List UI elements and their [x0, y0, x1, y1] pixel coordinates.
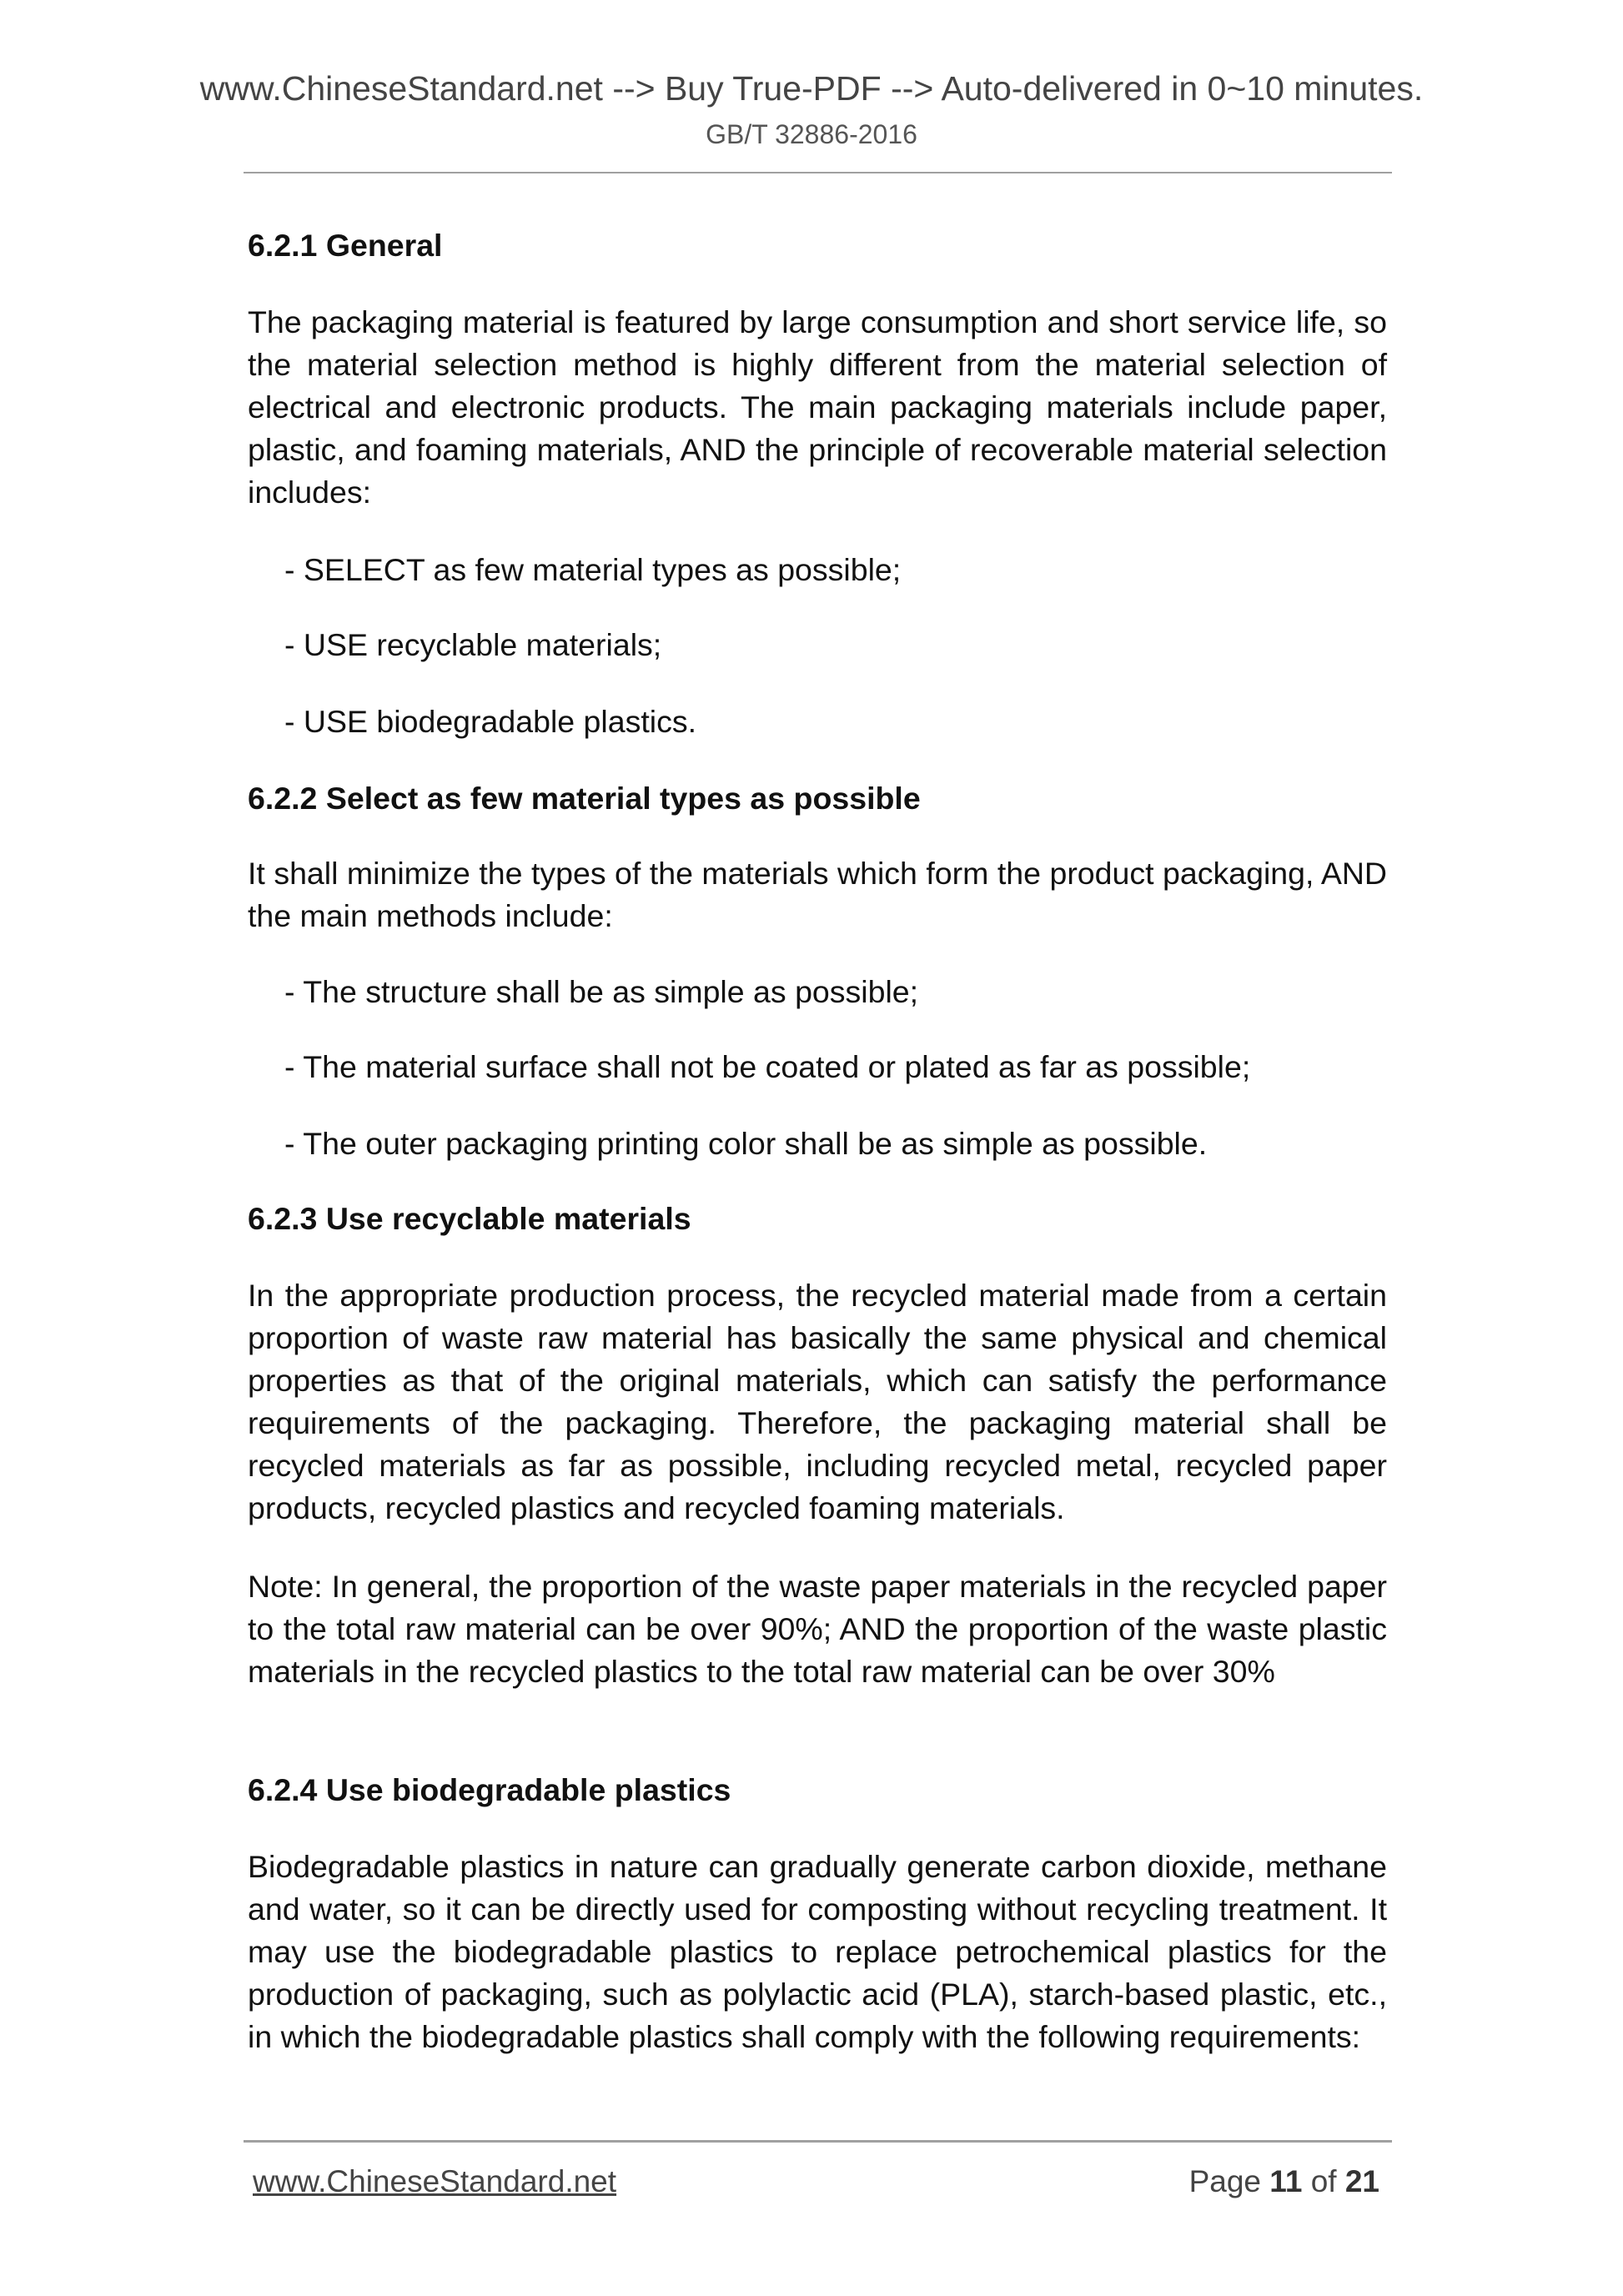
bullet-item: - The structure shall be as simple as possible;: [284, 974, 919, 1009]
footer-website-link[interactable]: www.ChineseStandard.net: [253, 2164, 617, 2198]
bullet-item: - The material surface shall not be coated or plated as far as possible;: [284, 1049, 1251, 1084]
paragraph-6-2-2: It shall minimize the types of the materials which form the product packaging, AND the main methods include:: [248, 856, 1387, 933]
of-word: of: [1310, 2164, 1337, 2198]
note-6-2-3: Note: In general, the proportion of the waste paper materials in the recycled paper to the total raw material can be over 90%; AND the proportion of the waste plastic materials in the recycled plastics to the total raw material can be over 30%: [248, 1569, 1387, 1689]
page-indicator: [1189, 2163, 1379, 2201]
bullet-item: - SELECT as few material types as possible;: [284, 552, 902, 587]
section-heading-6-2-3: 6.2.3 Use recyclable materials: [248, 1201, 691, 1236]
header-divider: [244, 172, 1392, 173]
section-heading-6-2-4: 6.2.4 Use biodegradable plastics: [248, 1772, 731, 1807]
standard-code: GB/T 32886-2016: [706, 119, 917, 149]
bullet-item: - USE biodegradable plastics.: [284, 704, 697, 739]
footer-divider: [244, 2140, 1392, 2143]
page-word: Page: [1188, 2164, 1262, 2198]
bullet-item: - The outer packaging printing color shall be as simple as possible.: [284, 1126, 1208, 1161]
page-current: 11: [1269, 2164, 1303, 2198]
section-heading-6-2-1: 6.2.1 General: [248, 228, 443, 263]
header-banner: www.ChineseStandard.net --> Buy True-PDF --> Auto-delivered in 0~10 minutes.: [199, 69, 1424, 108]
paragraph-6-2-4: Biodegradable plastics in nature can gradually generate carbon dioxide, methane and water, so it can be directly used for composting without recycling treatment. It may use the biodegradable plastics to replace petrochemical plastics for the production of packaging, such as polylactic acid (PLA), starch-based plastic, etc., in which the biodegradable plastics shall comply with the following requirements:: [248, 1849, 1387, 2054]
bullet-item: - USE recyclable materials;: [284, 627, 662, 662]
paragraph-6-2-3: In the appropriate production process, the recycled material made from a certain proportion of waste raw material has basically the same physical and chemical properties as that of the original materials, which can satisfy the performance requirements of the packaging. Therefore, the packaging material shall be recycled materials as far as possible, including recycled metal, recycled paper products, recycled plastics and recycled foaming materials.: [248, 1278, 1387, 1525]
page-total: 21: [1344, 2164, 1379, 2198]
section-heading-6-2-2: 6.2.2 Select as few material types as possible: [248, 781, 921, 816]
paragraph-6-2-1: The packaging material is featured by large consumption and short service life, so the material selection method is highly different from the material selection of electrical and electronic products. The main packaging materials include paper, plastic, and foaming materials, AND the principle of recoverable material selection includes:: [248, 304, 1387, 510]
